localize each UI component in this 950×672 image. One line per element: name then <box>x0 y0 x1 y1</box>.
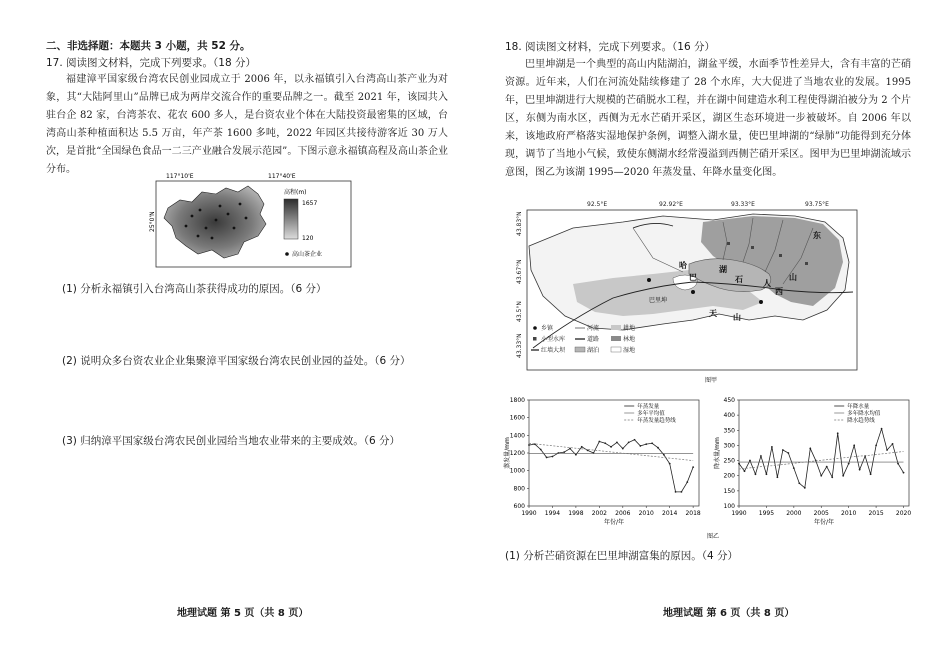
fig-jia-lon-4: 93.75°E <box>805 201 829 208</box>
x-axis-label: 年份/年 <box>813 519 835 526</box>
legend-town: 乡镇 <box>541 325 554 332</box>
data-point <box>645 443 647 445</box>
data-point <box>793 467 795 469</box>
chart-frame <box>529 400 699 506</box>
q17-paragraph: 福建漳平国家级台湾农民创业园成立于 2006 年，以永福镇引入台湾高山茶产业为对象，其“大陆阿里山”品牌已成为两岸交流合作的重要品牌之一。截至 2021 年，该园共入驻台企 82 家，台湾茶农、花农 600 多人，是台资农业个体在大陆投资最密集的区域，台湾高山茶种植面积达 5.5 万亩，年产茶 1600 多吨，2022 年园区共接待游客近 30 万人次，是首批“全国绿色食品一二三产业融合发展示范园”。下图示意永福镇高程及高山茶企业分布。 <box>46 74 448 175</box>
x-tick-label: 2020 <box>895 510 912 517</box>
legend-company-icon <box>285 252 289 256</box>
x-tick-label: 2015 <box>868 510 884 517</box>
fig-jia-lon-1: 92.5°E <box>587 201 608 208</box>
chart-2 <box>713 397 911 526</box>
data-point <box>848 463 850 465</box>
y-tick-label: 1800 <box>509 397 525 404</box>
data-point <box>826 466 828 468</box>
fig-jia-map <box>513 198 909 388</box>
data-point <box>552 456 554 458</box>
data-point <box>622 448 624 450</box>
data-point <box>598 441 600 443</box>
data-point <box>842 475 844 477</box>
legend-elev-low: 120 <box>302 235 314 242</box>
data-point <box>563 451 565 453</box>
data-point <box>853 445 855 447</box>
x-tick-label: 2018 <box>685 510 701 517</box>
data-point <box>686 481 688 483</box>
section-title: 二、非选择题：本题共 3 小题，共 52 分。 <box>46 40 251 52</box>
y-tick-label: 450 <box>723 397 735 404</box>
data-point <box>749 460 751 462</box>
data-point <box>639 445 641 447</box>
legend-label: 年蒸发量趋势线 <box>637 418 676 424</box>
y-axis-label: 蒸发量/mm <box>504 437 511 469</box>
data-point <box>875 445 877 447</box>
data-point <box>669 463 671 465</box>
legend-wetland: 湿地 <box>623 347 636 354</box>
data-point <box>744 470 746 472</box>
data-point <box>831 476 833 478</box>
q18-paragraph: 巴里坤湖是一个典型的高山内陆湖泊，湖盆平缓，水面季节性差异大，含有丰富的芒硝资源。近年来，人们在河流处陆续修建了 28 个水库，大大促进了当地农业的发展。1995 年，巴里坤湖进行大规模的芒硝脱水工程，并在湖中间建造水利工程使得湖泊被分为 2 个片区，东侧为南水区，西侧为无水芒硝开采区，湖区生态环境进一步被破坏。自 2006 年以来，该地政府严格落实湿地保护条例，调整入湖水量，使巴里坤湖的“绿肺”功能得到充分体现，调节了当地小气候，致使东侧湖水经常漫溢到西侧芒硝开采区。图甲为巴里坤湖流域示意图，图乙为该湖 1995—2020 年蒸发量、年降水量变化图。 <box>505 59 911 178</box>
data-point <box>897 463 899 465</box>
x-axis-label: 年份/年 <box>603 519 625 526</box>
data-point <box>616 442 618 444</box>
place-label-4: 巴里坤 <box>649 297 668 304</box>
y-tick-label: 1200 <box>509 450 525 457</box>
fig-yi-charts <box>499 392 919 542</box>
place-label-5: 石 <box>735 275 743 284</box>
fig-jia-caption: 图甲 <box>704 377 718 384</box>
place-label-1: 哈 <box>679 261 687 270</box>
fig-jia-lon-2: 92.92°E <box>659 201 683 208</box>
data-point <box>540 449 542 451</box>
y-tick-label: 400 <box>723 412 735 420</box>
q17-map <box>146 170 356 270</box>
legend-label: 年蒸发量 <box>637 404 660 410</box>
chart-1 <box>503 397 701 526</box>
q18-heading: 18. 阅读图文材料，完成下列要求。（16 分） <box>505 41 715 53</box>
y-tick-label: 1000 <box>509 467 525 475</box>
place-label-11: 东 <box>813 231 821 240</box>
x-tick-label: 2014 <box>662 510 678 517</box>
legend-reservoir: 小型水库 <box>541 336 566 343</box>
map-lat: 25°0'N <box>149 211 156 232</box>
data-point <box>628 442 630 444</box>
legend-elev-high: 1657 <box>302 200 318 207</box>
data-point <box>771 446 773 448</box>
place-label-2: 巴 <box>689 273 697 282</box>
q17-sub3: (3) 归纳漳平国家级台湾农民创业园给当地农业带来的主要成效。（6 分） <box>62 435 400 447</box>
right-page <box>475 0 950 672</box>
fig-jia-lat-1: 43.83°N <box>516 211 523 236</box>
y-tick-label: 250 <box>723 457 735 465</box>
y-tick-label: 350 <box>723 427 735 435</box>
y-tick-label: 800 <box>513 485 525 493</box>
place-label-3: 湖 <box>719 265 727 274</box>
data-point <box>766 473 768 475</box>
y-tick-label: 600 <box>513 503 525 510</box>
x-tick-label: 1994 <box>544 510 561 517</box>
x-tick-label: 2002 <box>591 510 607 517</box>
q18-sub1: (1) 分析芒硝资源在巴里坤湖富集的原因。（4 分） <box>505 550 738 562</box>
y-tick-label: 1600 <box>509 414 525 422</box>
fig-yi-caption: 图乙 <box>706 533 720 540</box>
x-tick-label: 1990 <box>731 510 747 517</box>
data-point <box>859 469 861 471</box>
data-point <box>528 444 530 446</box>
series-line-1 <box>739 429 904 488</box>
place-label-6: 人 <box>763 279 771 288</box>
fig-jia-lat-2: 43.67°N <box>516 259 523 284</box>
data-point <box>634 439 636 441</box>
data-point <box>657 447 659 449</box>
x-tick-label: 1995 <box>758 510 775 517</box>
x-tick-label: 1998 <box>568 510 584 517</box>
data-point <box>870 473 872 475</box>
place-label-10: 山 <box>733 313 741 322</box>
data-point <box>903 472 905 474</box>
data-point <box>809 448 811 450</box>
x-tick-label: 2000 <box>786 510 802 517</box>
data-point <box>760 455 762 457</box>
legend-elev-title: 高程(m) <box>284 189 307 196</box>
x-tick-label: 1990 <box>521 510 537 517</box>
data-point <box>837 432 839 434</box>
data-point <box>755 473 757 475</box>
series-line-3 <box>739 451 904 469</box>
data-point <box>663 454 665 456</box>
data-point <box>581 446 583 448</box>
legend-lake: 湖泊 <box>587 347 600 354</box>
y-tick-label: 300 <box>723 442 735 450</box>
data-point <box>820 475 822 477</box>
x-tick-label: 2010 <box>638 510 654 517</box>
y-axis-label: 降水量/mm <box>714 437 721 469</box>
data-point <box>575 454 577 456</box>
place-label-7: 西 <box>775 287 783 296</box>
legend-company-label: 高山茶企业 <box>292 251 323 258</box>
x-tick-label: 2005 <box>813 510 829 517</box>
data-point <box>738 463 740 465</box>
left-footer: 地理试题 第 5 页（共 8 页） <box>177 608 309 619</box>
legend-label: 年降水量 <box>847 404 870 410</box>
legend-label: 降水趋势线 <box>847 418 875 424</box>
fig-yi <box>499 392 919 542</box>
q17-heading: 17. 阅读图文材料，完成下列要求。（18 分） <box>46 57 256 69</box>
place-label-9: 天 <box>709 309 717 318</box>
legend-farmland: 耕地 <box>623 325 636 332</box>
q17-sub2: (2) 说明众多台资农业企业集聚漳平国家级台湾农民创业园的益处。（6 分） <box>62 355 411 367</box>
data-point <box>892 443 894 445</box>
y-tick-label: 150 <box>723 487 735 495</box>
y-tick-label: 1400 <box>509 432 525 440</box>
q17-sub1: (1) 分析永福镇引入台湾高山茶获得成功的原因。（6 分） <box>62 283 327 295</box>
data-point <box>546 457 548 459</box>
fig-jia-lat-4: 43.33°N <box>516 333 523 358</box>
chart-frame <box>739 400 909 506</box>
data-point <box>804 487 806 489</box>
data-point <box>651 442 653 444</box>
right-footer: 地理试题 第 6 页（共 8 页） <box>663 608 795 619</box>
legend-road: 道路 <box>587 336 600 343</box>
data-point <box>776 476 778 478</box>
data-point <box>881 428 883 430</box>
data-point <box>569 448 571 450</box>
x-tick-label: 2010 <box>841 510 857 517</box>
data-point <box>675 491 677 493</box>
series-line-3 <box>529 443 693 460</box>
map-lon-right: 117°40'E <box>268 173 296 180</box>
y-tick-label: 100 <box>723 503 735 510</box>
legend-dam: 红墙大坝 <box>541 347 566 354</box>
data-point <box>798 482 800 484</box>
data-point <box>692 466 694 468</box>
place-label-8: 山 <box>789 273 797 282</box>
legend-label: 多年平均值 <box>637 411 665 417</box>
legend-forest: 林地 <box>623 336 636 343</box>
data-point <box>787 452 789 454</box>
map-lon-left: 117°10'E <box>166 173 194 180</box>
y-tick-label: 200 <box>723 472 735 480</box>
legend-river: 河流 <box>587 325 600 332</box>
x-tick-label: 2006 <box>615 510 631 517</box>
data-point <box>681 491 683 493</box>
data-point <box>610 446 612 448</box>
data-point <box>886 449 888 451</box>
data-point <box>782 449 784 451</box>
elevation-scale-bar <box>284 199 298 239</box>
fig-jia-lat-3: 43.5°N <box>516 301 523 322</box>
fig-jia-lon-3: 93.33°E <box>731 201 755 208</box>
legend-label: 多年降水均值 <box>847 411 881 417</box>
data-point <box>604 442 606 444</box>
